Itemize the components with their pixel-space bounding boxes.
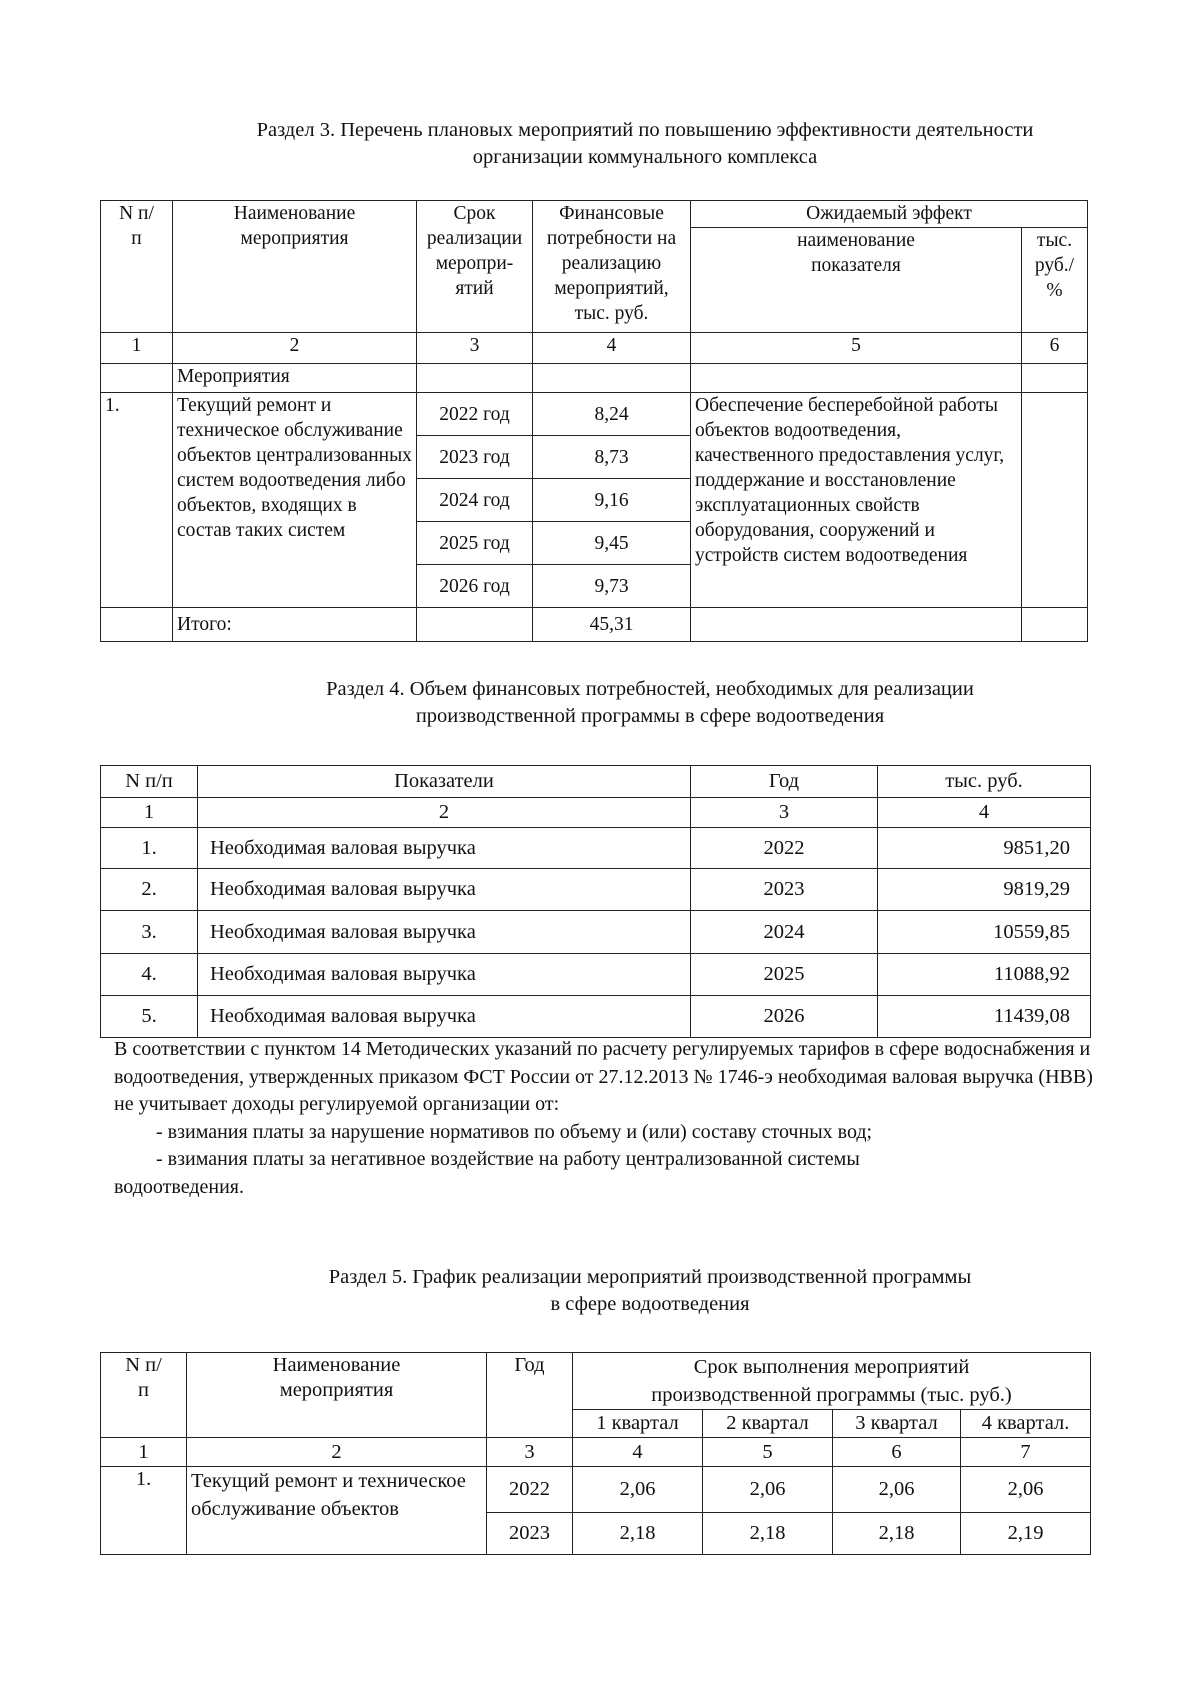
header-num: N п/п [101, 201, 173, 333]
empty-cell [1022, 364, 1088, 393]
col-number: 2 [198, 798, 691, 828]
item-value: 8,24 [533, 393, 691, 436]
col-number: 2 [173, 333, 417, 364]
item-year: 2025 год [417, 522, 533, 565]
header-indicator: наименование показателя [691, 228, 1022, 333]
header-finance: Финансовые потребности на реализацию мероприятий, тыс. руб. [533, 201, 691, 333]
item-year: 2022 [487, 1467, 573, 1513]
table-row [101, 911, 1091, 954]
col-number: 3 [417, 333, 533, 364]
header-quarter: 1 квартал [573, 1410, 703, 1438]
col-number: 4 [533, 333, 691, 364]
row-name: Необходимая валовая выручка [198, 911, 691, 954]
row-num: 1. [101, 828, 198, 869]
row-year: 2025 [691, 954, 878, 996]
col-number: 6 [1022, 333, 1088, 364]
section5-title [250, 1264, 1050, 1318]
empty-cell [417, 364, 533, 393]
header-indicator: Показатели [198, 766, 691, 798]
note-bullet: - взимания платы за нарушение нормативов по объему и (или) составу сточных вод; [156, 1120, 873, 1143]
section5-table [100, 1352, 1091, 1555]
col-number: 6 [833, 1438, 961, 1467]
total-value: 45,31 [533, 608, 691, 642]
row-year: 2023 [691, 869, 878, 911]
item-name: Текущий ремонт и техническое обслуживание объектов централизованных систем водоотведения либо объектов, входящих в состав таких систем [173, 393, 417, 608]
item-year: 2022 год [417, 393, 533, 436]
note-bullet-end: водоотведения. [114, 1175, 244, 1198]
note-bullet: - взимания платы за негативное воздействие на работу централизованной системы [156, 1148, 860, 1170]
empty-cell [101, 608, 173, 642]
row-year: 2024 [691, 911, 878, 954]
quarter-value: 2,18 [833, 1513, 961, 1555]
empty-cell [691, 608, 1022, 642]
empty-cell [533, 364, 691, 393]
header-num: N п/п [101, 1353, 187, 1438]
row-value: 9819,29 [878, 869, 1091, 911]
table-row [101, 996, 1091, 1038]
quarter-value: 2,18 [703, 1513, 833, 1555]
header-quarter: 3 квартал [833, 1410, 961, 1438]
col-number: 2 [187, 1438, 487, 1467]
title-line: Раздел 3. Перечень плановых мероприятий по повышению эффективности деятельности [256, 119, 1034, 141]
row-num: 2. [101, 869, 198, 911]
header-quarter: 4 квартал. [961, 1410, 1091, 1438]
header-year: Год [487, 1353, 573, 1438]
item-value: 9,16 [533, 479, 691, 522]
col-number: 1 [101, 333, 173, 364]
table-row [101, 954, 1091, 996]
quarter-value: 2,06 [703, 1467, 833, 1513]
row-value: 11088,92 [878, 954, 1091, 996]
item-num: 1. [101, 393, 173, 608]
item-year: 2026 год [417, 565, 533, 608]
item-num: 1. [101, 1467, 187, 1555]
col-number: 3 [487, 1438, 573, 1467]
header-num: N п/п [101, 766, 198, 798]
col-number: 5 [691, 333, 1022, 364]
table-row [101, 828, 1091, 869]
section3-title [100, 117, 1190, 171]
header-value: тыс. руб. [878, 766, 1091, 798]
group-label: Мероприятия [173, 364, 417, 393]
row-name: Необходимая валовая выручка [198, 828, 691, 869]
title-line: в сфере водоотведения [550, 1293, 750, 1315]
nvv-note [114, 1036, 1099, 1201]
empty-cell [1022, 608, 1088, 642]
quarter-value: 2,06 [833, 1467, 961, 1513]
row-value: 11439,08 [878, 996, 1091, 1038]
item-value: 9,73 [533, 565, 691, 608]
row-name: Необходимая валовая выручка [198, 954, 691, 996]
empty-cell [417, 608, 533, 642]
section4-title [240, 676, 1060, 730]
header-term: Срок выполнения мероприятий производственной программы (тыс. руб.) [573, 1353, 1091, 1410]
item-year: 2023 [487, 1513, 573, 1555]
header-effect: Ожидаемый эффект [691, 201, 1088, 228]
row-num: 3. [101, 911, 198, 954]
header-year: Год [691, 766, 878, 798]
col-number: 4 [878, 798, 1091, 828]
col-number: 1 [101, 798, 198, 828]
title-line: производственной программы в сфере водоотведения [415, 705, 885, 727]
header-unit: тыс. руб./ % [1022, 228, 1088, 333]
header-term: Срок реализации меропри-ятий [417, 201, 533, 333]
row-year: 2022 [691, 828, 878, 869]
row-value: 10559,85 [878, 911, 1091, 954]
header-quarter: 2 квартал [703, 1410, 833, 1438]
title-line: Раздел 4. Объем финансовых потребностей, необходимых для реализации [326, 678, 974, 700]
col-number: 4 [573, 1438, 703, 1467]
row-name: Необходимая валовая выручка [198, 996, 691, 1038]
empty-cell [1022, 393, 1088, 608]
item-value: 8,73 [533, 436, 691, 479]
item-year: 2023 год [417, 436, 533, 479]
row-name: Необходимая валовая выручка [198, 869, 691, 911]
col-number: 1 [101, 1438, 187, 1467]
col-number: 5 [703, 1438, 833, 1467]
col-number: 3 [691, 798, 878, 828]
header-name: Наименование мероприятия [187, 1353, 487, 1438]
quarter-value: 2,06 [573, 1467, 703, 1513]
section3-table [100, 200, 1088, 642]
item-name: Текущий ремонт и техническое обслуживание объектов [187, 1467, 487, 1555]
quarter-value: 2,06 [961, 1467, 1091, 1513]
row-year: 2026 [691, 996, 878, 1038]
row-num: 4. [101, 954, 198, 996]
title-line: Раздел 5. График реализации мероприятий производственной программы [328, 1266, 972, 1288]
empty-cell [691, 364, 1022, 393]
table-row [101, 869, 1091, 911]
total-label: Итого: [173, 608, 417, 642]
row-num: 5. [101, 996, 198, 1038]
note-text: В соответствии с пунктом 14 Методических указаний по расчету регулируемых тарифов в сфере водоснабжения и водоотведения, утвержденных приказом ФСТ России от 27.12.2013 № 1746-э необходимая валовая выручка (НВВ) не учитывает доходы регулируемой организации от: [114, 1038, 1093, 1115]
title-line: организации коммунального комплекса [472, 146, 818, 168]
section4-table [100, 765, 1091, 1038]
row-value: 9851,20 [878, 828, 1091, 869]
item-value: 9,45 [533, 522, 691, 565]
item-effect: Обеспечение бесперебойной работы объектов водоотведения, качественного предоставления услуг, поддержание и восстановление эксплуатационных свойств оборудования, сооружений и устройств систем водоотведения [691, 393, 1022, 608]
empty-cell [101, 364, 173, 393]
item-year: 2024 год [417, 479, 533, 522]
quarter-value: 2,19 [961, 1513, 1091, 1555]
header-name: Наименование мероприятия [173, 201, 417, 333]
quarter-value: 2,18 [573, 1513, 703, 1555]
col-number: 7 [961, 1438, 1091, 1467]
